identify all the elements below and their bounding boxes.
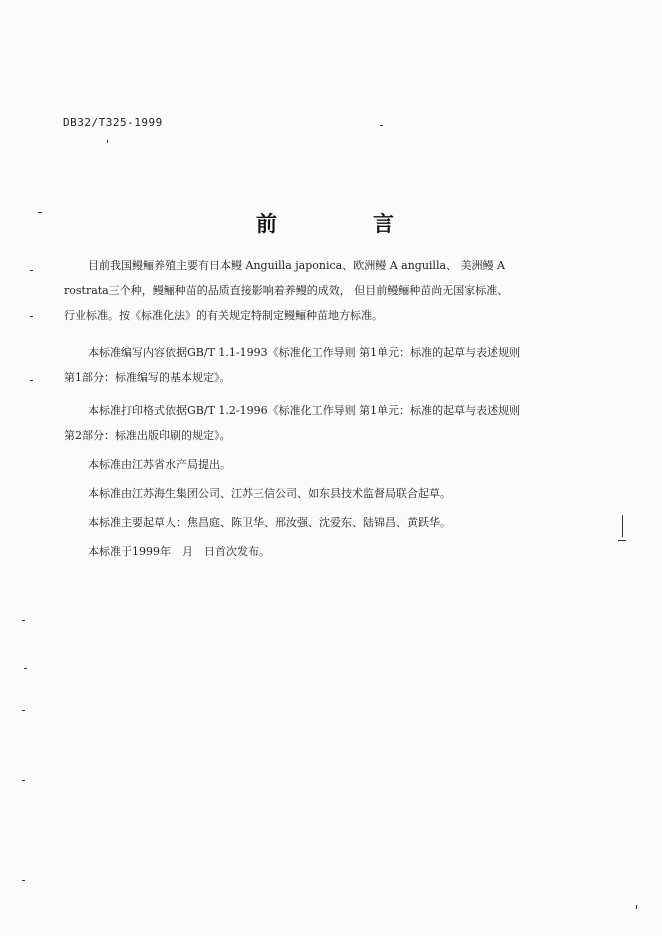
paragraph-line: 本标准编写内容依据GB/T 1.1-1993《标准化工作导则 第1单元：标准的起草与表述规则 xyxy=(88,346,521,359)
scan-speck xyxy=(22,880,25,881)
scan-speck xyxy=(30,316,33,317)
paragraph-print-basis xyxy=(64,398,584,448)
title-part-2: 言 xyxy=(373,211,394,236)
paragraph-line: 目前我国鳗鲡养殖主要有日本鳗 Anguilla japonica、欧洲鳗 A anguilla、 美洲鳗 A xyxy=(88,259,505,272)
paragraph-line: 行业标准。按《标准化法》的有关规定特制定鳗鲡种苗地方标准。 xyxy=(64,309,383,322)
paragraph-line: 本标准于1999年 月 日首次发布。 xyxy=(88,545,270,558)
paragraph-line: 本标准由江苏海生集团公司、江苏三信公司、如东县技术监督局联合起草。 xyxy=(88,487,451,500)
scan-speck xyxy=(30,270,33,271)
paragraph-writing-basis xyxy=(64,340,584,390)
scan-speck xyxy=(636,905,637,909)
paragraph-line: 第1部分：标准编写的基本规定》。 xyxy=(64,371,231,384)
page-title xyxy=(256,208,394,238)
scan-speck xyxy=(22,620,25,621)
standard-code: DB32/T325-1999 xyxy=(63,116,163,129)
paragraph-line: 第2部分：标准出版印刷的规定》。 xyxy=(64,429,231,442)
paragraph-drafters xyxy=(64,510,584,535)
scan-speck xyxy=(380,125,383,126)
paragraph-line: 本标准由江苏省水产局提出。 xyxy=(88,458,231,471)
paragraph-line: 本标准主要起草人：焦昌庭、陈卫华、邢汝强、沈爱东、陆锦昌、黄跃华。 xyxy=(88,516,451,529)
scan-speck xyxy=(22,780,25,781)
paragraph-line: rostrata三个种，鳗鲡种苗的品质直接影响着养鳗的成效， 但目前鳗鲡种苗尚无国家标准、 xyxy=(64,284,509,297)
scan-edge-mark xyxy=(622,515,623,537)
scan-speck xyxy=(38,212,42,213)
scan-speck xyxy=(22,710,25,711)
title-part-1: 前 xyxy=(256,211,277,236)
paragraph-release xyxy=(64,539,584,564)
paragraph-proposer xyxy=(64,452,584,477)
paragraph-intro xyxy=(64,253,584,328)
scan-speck xyxy=(107,140,108,143)
paragraph-drafting-units xyxy=(64,481,584,506)
scan-edge-mark xyxy=(618,540,626,541)
scan-speck xyxy=(30,380,33,381)
paragraph-line: 本标准打印格式依据GB/T 1.2-1996《标准化工作导则 第1单元：标准的起草与表述规则 xyxy=(88,404,521,417)
scan-speck xyxy=(24,668,27,669)
